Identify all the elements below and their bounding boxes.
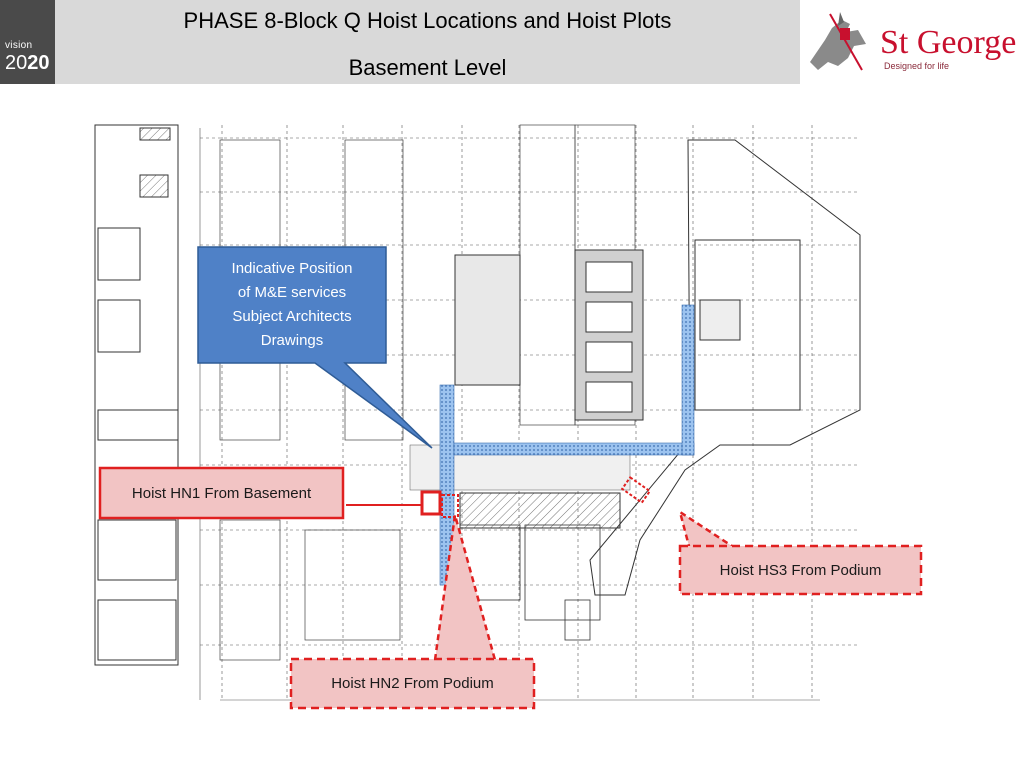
me-services-callout-text (198, 247, 386, 363)
hoist-hs3-pointer (680, 512, 735, 550)
brand-tagline: Designed for life (884, 61, 950, 71)
stair-core (455, 250, 643, 420)
callout-line: Subject Architects (232, 308, 352, 325)
central-slab (460, 493, 620, 528)
hoist-hn2-label: Hoist HN2 From Podium (293, 661, 532, 706)
hoist-hs3-label: Hoist HS3 From Podium (682, 548, 919, 592)
grid-lines (200, 125, 860, 700)
hoist-hn1-marker (422, 492, 440, 514)
left-building (95, 125, 178, 665)
hoist-hn1-label: Hoist HN1 From Basement (102, 470, 341, 516)
callout-line: Indicative Position (231, 260, 353, 277)
parking-bays (220, 125, 635, 660)
logo-big-text: 2020 (5, 52, 50, 74)
logo-small-text: vision (5, 40, 33, 51)
page-subtitle: Basement Level (348, 55, 507, 80)
brand-name: St George (880, 24, 1017, 61)
page-title: PHASE 8-Block Q Hoist Locations and Hoist Plots (183, 8, 672, 33)
callout-line: of M&E services (237, 284, 347, 301)
callout-line: Drawings (260, 332, 324, 349)
